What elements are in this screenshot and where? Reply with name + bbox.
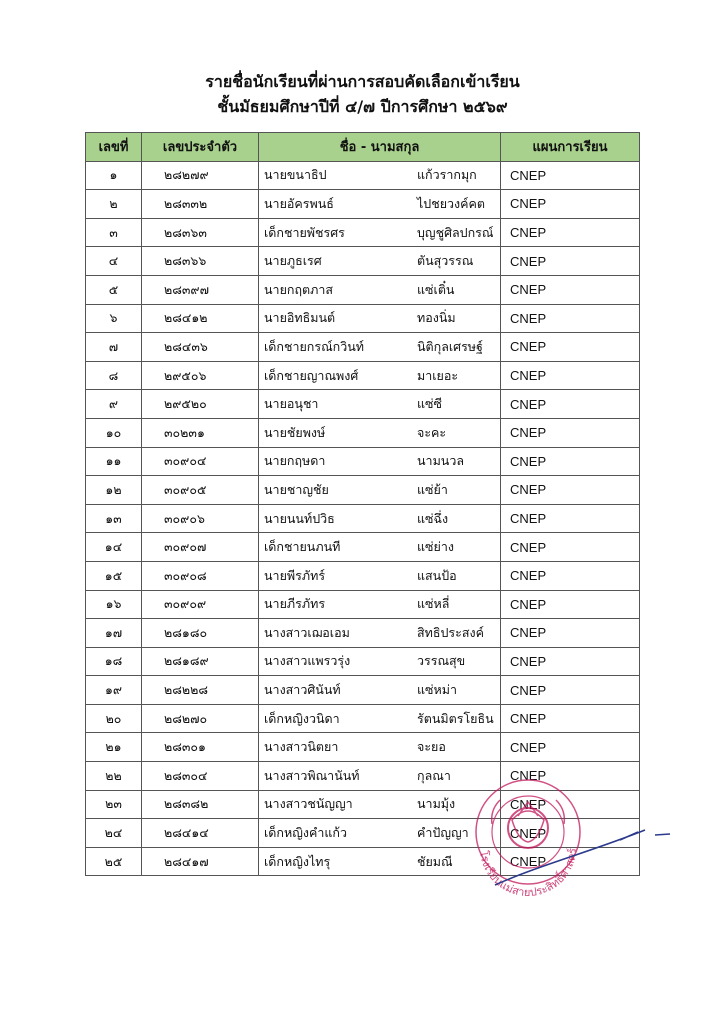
first-name: นายพีรภัทร์ <box>264 567 326 583</box>
cell-number: ๑๘ <box>86 647 142 676</box>
cell-number: ๑๗ <box>86 619 142 648</box>
cell-student-id: ๒๘๓๓๒ <box>142 190 259 219</box>
cell-student-id: ๓๐๙๐๖ <box>142 504 259 533</box>
last-name: วรรณสุข <box>417 653 466 669</box>
cell-student-id: ๒๘๔๑๔ <box>142 819 259 848</box>
header-student-id: เลขประจำตัว <box>142 133 259 162</box>
cell-number: ๑๓ <box>86 504 142 533</box>
cell-study-plan: CNEP <box>501 647 640 676</box>
last-name: แซ่เติ๋น <box>417 281 455 297</box>
cell-study-plan: CNEP <box>501 790 640 819</box>
first-name: นายนนท์ปวิธ <box>264 510 335 526</box>
cell-full-name <box>259 304 501 333</box>
cell-number: ๑ <box>86 161 142 190</box>
table-row <box>86 476 640 505</box>
table-row <box>86 418 640 447</box>
cell-full-name <box>259 390 501 419</box>
cell-student-id: ๒๙๕๐๖ <box>142 361 259 390</box>
cell-full-name <box>259 619 501 648</box>
cell-full-name <box>259 533 501 562</box>
cell-student-id: ๓๐๒๓๑ <box>142 418 259 447</box>
cell-study-plan: CNEP <box>501 333 640 362</box>
cell-study-plan: CNEP <box>501 161 640 190</box>
last-name: แซ่ย้า <box>417 481 448 497</box>
cell-study-plan: CNEP <box>501 190 640 219</box>
cell-student-id: ๒๘๓๘๒ <box>142 790 259 819</box>
cell-full-name <box>259 504 501 533</box>
table-row <box>86 619 640 648</box>
first-name: เด็กหญิงคำแก้ว <box>264 825 347 841</box>
cell-study-plan: CNEP <box>501 247 640 276</box>
cell-full-name <box>259 161 501 190</box>
first-name: นายกฤตภาส <box>264 281 334 297</box>
cell-full-name <box>259 590 501 619</box>
cell-number: ๑๐ <box>86 418 142 447</box>
last-name: สิทธิประสงค์ <box>417 624 484 640</box>
cell-study-plan: CNEP <box>501 390 640 419</box>
cell-study-plan: CNEP <box>501 275 640 304</box>
header-study-plan: แผนการเรียน <box>501 133 640 162</box>
first-name: นายกฤษดา <box>264 453 326 469</box>
first-name: นางสาวเฌอเอม <box>264 624 350 640</box>
cell-full-name <box>259 247 501 276</box>
cell-study-plan: CNEP <box>501 533 640 562</box>
cell-student-id: ๒๘๑๘๙ <box>142 647 259 676</box>
first-name: เด็กชายพัชรศร <box>264 224 345 240</box>
first-name: นายภูธเรศ <box>264 253 322 269</box>
last-name: แซ่ย่าง <box>417 539 454 555</box>
school-seal-stamp <box>470 760 680 910</box>
cell-study-plan: CNEP <box>501 304 640 333</box>
first-name: นางสาวชนัญญา <box>264 796 353 812</box>
first-name: นายภีรภัทร <box>264 596 326 612</box>
table-row <box>86 561 640 590</box>
cell-student-id: ๒๘๓๐๔ <box>142 762 259 791</box>
last-name: รัตนมิตรโยธิน <box>417 710 494 726</box>
first-name: เด็กชายกรณ์กวินท์ <box>264 338 365 354</box>
table-row <box>86 161 640 190</box>
cell-number: ๒๕ <box>86 847 142 876</box>
cell-study-plan: CNEP <box>501 819 640 848</box>
first-name: นางสาวนิตยา <box>264 739 339 755</box>
first-name: นายอนุชา <box>264 396 319 412</box>
cell-number: ๕ <box>86 275 142 304</box>
first-name: นายชัยพงษ์ <box>264 424 326 440</box>
cell-study-plan: CNEP <box>501 447 640 476</box>
cell-student-id: ๒๘๑๘๐ <box>142 619 259 648</box>
cell-full-name <box>259 447 501 476</box>
last-name: แสนป้อ <box>417 567 457 583</box>
last-name: กุลณา <box>417 767 451 783</box>
cell-number: ๒๔ <box>86 819 142 848</box>
first-name: นางสาวศินันท์ <box>264 682 341 698</box>
cell-student-id: ๒๘๓๙๗ <box>142 275 259 304</box>
first-name: เด็กหญิงไทรุ <box>264 853 331 869</box>
cell-number: ๒๐ <box>86 704 142 733</box>
table-header-row <box>86 133 640 162</box>
header-full-name: ชื่อ - นามสกุล <box>259 133 501 162</box>
cell-student-id: ๒๘๒๗๙ <box>142 161 259 190</box>
table-row <box>86 361 640 390</box>
cell-student-id: ๒๘๔๑๒ <box>142 304 259 333</box>
cell-number: ๗ <box>86 333 142 362</box>
cell-full-name <box>259 647 501 676</box>
last-name: ชัยมณี <box>417 853 453 869</box>
table-row <box>86 704 640 733</box>
document-title-line2: ชั้นมัธยมศึกษาปีที่ ๔/๗ ปีการศึกษา ๒๕๖๙ <box>217 97 508 116</box>
seal-text: โรงเรียนแม่สายประสิทธิ์ศาสตร์ <box>477 847 580 900</box>
cell-student-id: ๒๘๒๒๘ <box>142 676 259 705</box>
signature-dash <box>655 834 670 835</box>
table-row <box>86 676 640 705</box>
cell-student-id: ๓๐๙๐๙ <box>142 590 259 619</box>
cell-student-id: ๒๘๓๖๖ <box>142 247 259 276</box>
cell-full-name <box>259 847 501 876</box>
cell-full-name <box>259 819 501 848</box>
cell-study-plan: CNEP <box>501 762 640 791</box>
last-name: นามนวล <box>417 453 465 469</box>
last-name: จะยอ <box>417 739 446 755</box>
cell-full-name <box>259 218 501 247</box>
cell-study-plan: CNEP <box>501 418 640 447</box>
cell-number: ๒๓ <box>86 790 142 819</box>
table-row <box>86 304 640 333</box>
first-name: เด็กหญิงวนิดา <box>264 710 340 726</box>
last-name: แซ่ซี <box>417 396 443 412</box>
last-name: นิติกุลเศรษฐ์ <box>417 338 483 354</box>
cell-full-name <box>259 561 501 590</box>
table-row <box>86 533 640 562</box>
cell-study-plan: CNEP <box>501 504 640 533</box>
cell-student-id: ๒๘๔๓๖ <box>142 333 259 362</box>
last-name: ตันสุวรรณ <box>417 253 474 269</box>
cell-full-name <box>259 476 501 505</box>
cell-study-plan: CNEP <box>501 733 640 762</box>
cell-number: ๙ <box>86 390 142 419</box>
cell-student-id: ๓๐๙๐๔ <box>142 447 259 476</box>
cell-study-plan: CNEP <box>501 561 640 590</box>
cell-study-plan: CNEP <box>501 847 640 876</box>
table-row <box>86 447 640 476</box>
cell-study-plan: CNEP <box>501 590 640 619</box>
table-row <box>86 590 640 619</box>
cell-number: ๒ <box>86 190 142 219</box>
last-name: จะคะ <box>417 424 447 440</box>
first-name: นางสาวพิณานันท์ <box>264 767 360 783</box>
cell-number: ๑๖ <box>86 590 142 619</box>
cell-full-name <box>259 790 501 819</box>
last-name: นามมุ้ง <box>417 796 456 812</box>
cell-number: ๒๑ <box>86 733 142 762</box>
cell-number: ๔ <box>86 247 142 276</box>
cell-full-name <box>259 762 501 791</box>
cell-number: ๑๕ <box>86 561 142 590</box>
first-name: นายขนาธิป <box>264 167 327 183</box>
last-name: แซ่หม่า <box>417 682 458 698</box>
last-name: แซ่ฉึ่ง <box>417 510 449 526</box>
table-row <box>86 218 640 247</box>
cell-full-name <box>259 361 501 390</box>
cell-student-id: ๓๐๙๐๘ <box>142 561 259 590</box>
cell-number: ๑๑ <box>86 447 142 476</box>
table-row <box>86 333 640 362</box>
cell-student-id: ๒๘๒๗๐ <box>142 704 259 733</box>
first-name: นายอิทธิมนต์ <box>264 310 336 326</box>
cell-number: ๒๒ <box>86 762 142 791</box>
cell-study-plan: CNEP <box>501 361 640 390</box>
table-row <box>86 247 640 276</box>
cell-number: ๓ <box>86 218 142 247</box>
table-row <box>86 275 640 304</box>
last-name: ทองนิ่ม <box>417 310 456 326</box>
table-row <box>86 190 640 219</box>
first-name: เด็กชายนภนที <box>264 539 341 555</box>
last-name: มาเยอะ <box>417 367 459 383</box>
cell-study-plan: CNEP <box>501 704 640 733</box>
cell-study-plan: CNEP <box>501 218 640 247</box>
cell-number: ๑๙ <box>86 676 142 705</box>
cell-full-name <box>259 275 501 304</box>
last-name: แก้วรากมุก <box>417 167 477 183</box>
cell-student-id: ๒๘๓๖๓ <box>142 218 259 247</box>
header-number: เลขที่ <box>86 133 142 162</box>
table-row <box>86 647 640 676</box>
last-name: คำปัญญา <box>417 825 469 841</box>
cell-student-id: ๓๐๙๐๕ <box>142 476 259 505</box>
cell-student-id: ๒๘๓๐๑ <box>142 733 259 762</box>
table-row <box>86 504 640 533</box>
cell-number: ๑๒ <box>86 476 142 505</box>
cell-number: ๑๔ <box>86 533 142 562</box>
first-name: เด็กชายญาณพงศ์ <box>264 367 359 383</box>
first-name: นายอัครพนธ์ <box>264 195 334 211</box>
cell-number: ๘ <box>86 361 142 390</box>
cell-student-id: ๒๘๔๑๗ <box>142 847 259 876</box>
first-name: นางสาวแพรวรุ่ง <box>264 653 351 669</box>
cell-study-plan: CNEP <box>501 619 640 648</box>
document-title-line1: รายชื่อนักเรียนที่ผ่านการสอบคัดเลือกเข้าเรียน <box>205 72 520 91</box>
cell-full-name <box>259 733 501 762</box>
cell-full-name <box>259 190 501 219</box>
last-name: แซ่หลี่ <box>417 596 450 612</box>
last-name: บุญชูศิลปกรณ์ <box>417 224 494 240</box>
cell-study-plan: CNEP <box>501 476 640 505</box>
table-row <box>86 733 640 762</box>
cell-student-id: ๓๐๙๐๗ <box>142 533 259 562</box>
last-name: ไปชยวงค์คต <box>417 195 485 211</box>
cell-study-plan: CNEP <box>501 676 640 705</box>
first-name: นายชาญชัย <box>264 481 329 497</box>
cell-full-name <box>259 676 501 705</box>
cell-student-id: ๒๙๕๒๐ <box>142 390 259 419</box>
cell-number: ๖ <box>86 304 142 333</box>
table-row <box>86 390 640 419</box>
cell-full-name <box>259 704 501 733</box>
cell-full-name <box>259 333 501 362</box>
cell-full-name <box>259 418 501 447</box>
